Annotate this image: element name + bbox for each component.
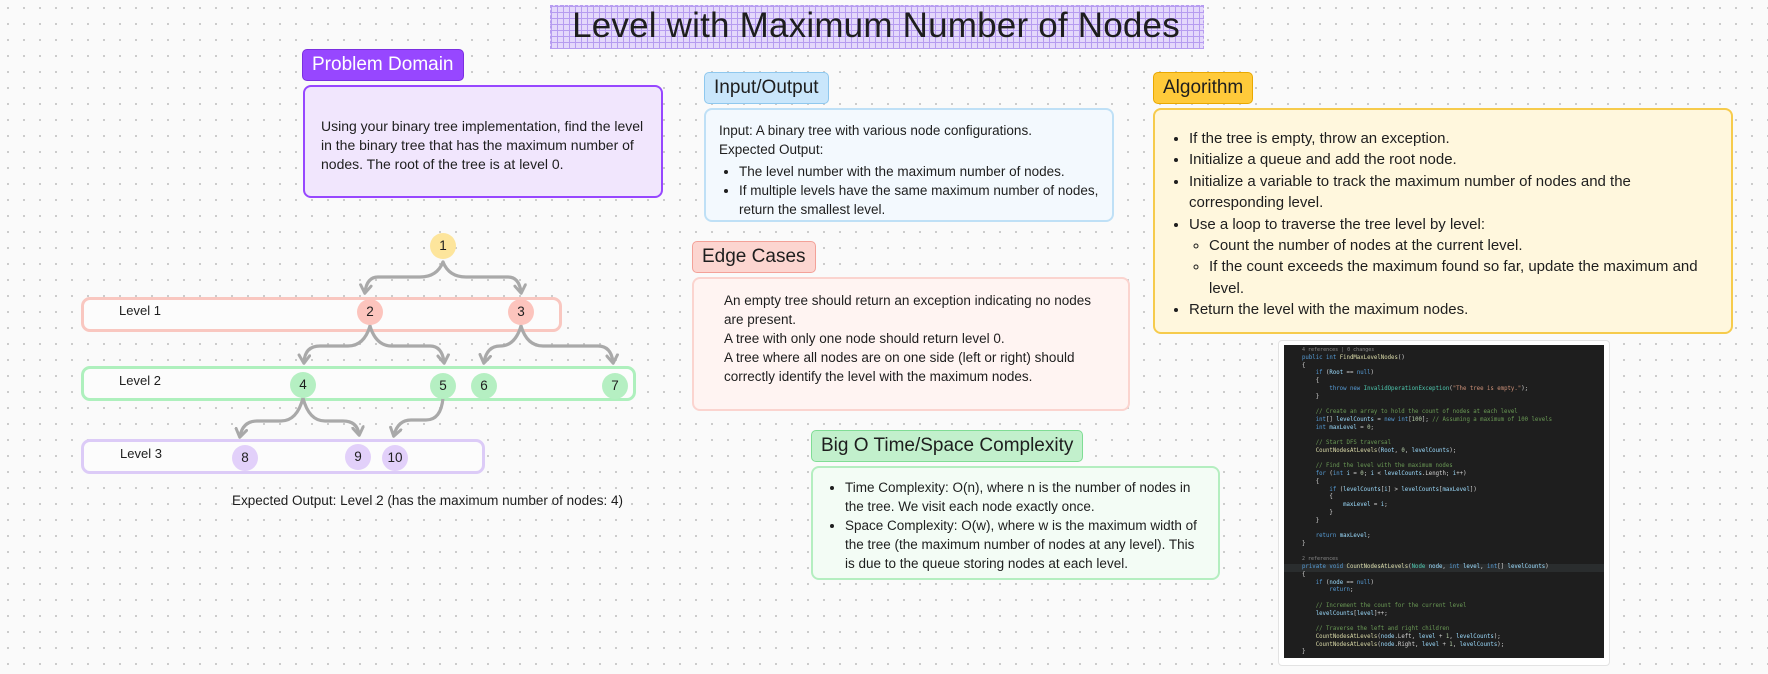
code-line: { xyxy=(1302,362,1306,369)
page-title: Level with Maximum Number of Nodes xyxy=(572,6,1180,45)
list-item: • Initialize a queue and add the root node. xyxy=(1189,149,1717,170)
algorithm-steps xyxy=(1169,128,1717,321)
code-line: maxLevel = i; xyxy=(1343,502,1388,508)
problem-domain-card[interactable] xyxy=(303,85,663,198)
code-line: // Traverse the left and right children xyxy=(1315,626,1450,632)
algorithm-substeps xyxy=(1189,235,1717,299)
code-line: return; xyxy=(1329,587,1354,594)
code-line: { xyxy=(1302,494,1333,501)
code-line xyxy=(1284,525,1604,533)
edge-case-item: A tree with only one node should return level 0. xyxy=(724,331,1005,346)
code-line: CountNodesAtLevels(node.Left, level + 1, levelCounts); xyxy=(1315,633,1501,640)
code-line: { xyxy=(1302,478,1320,485)
code-line: if (levelCounts[i] > levelCounts[maxLevel]) xyxy=(1329,486,1477,493)
edge-4-9 xyxy=(303,398,359,434)
level-2-label: Level 2 xyxy=(119,373,161,388)
code-line: // Start DFS traversal xyxy=(1315,440,1392,446)
code-screenshot xyxy=(1284,345,1604,658)
code-line: public int FindMaxLevelNodes() xyxy=(1302,354,1405,361)
code-line: // Create an array to hold the count of nodes at each level xyxy=(1315,409,1518,415)
input-text: Input: A binary tree with various node configurations. xyxy=(719,123,1032,138)
tree-node-8[interactable]: 8 xyxy=(232,445,258,471)
code-line: int[] levelCounts = new int[100]; // Assuming a maximum of 100 levels xyxy=(1315,416,1553,423)
code-line: throw new InvalidOperationException("The tree is empty."); xyxy=(1329,385,1529,392)
edge-1-3 xyxy=(443,262,521,292)
list-item: • The level number with the maximum number of nodes. xyxy=(739,162,1099,181)
code-line xyxy=(1284,401,1604,409)
code-line: if (node == null) xyxy=(1315,579,1374,586)
tree-node-7[interactable]: 7 xyxy=(602,373,628,399)
edge-4-8 xyxy=(240,398,303,436)
level-1-label: Level 1 xyxy=(119,303,161,318)
edge-case-item: A tree where all nodes are on one side (left or right) should correctly identify the level with the maximum nodes. xyxy=(724,350,1075,384)
tree-node-1[interactable]: 1 xyxy=(430,233,456,259)
tree-node-3[interactable]: 3 xyxy=(508,299,534,325)
code-line xyxy=(1284,618,1604,626)
code-line xyxy=(1284,432,1604,440)
code-line: } xyxy=(1302,540,1306,547)
code-line: CountNodesAtLevels(node.Right, level + 1, levelCounts); xyxy=(1315,641,1505,648)
list-item: • Space Complexity: O(w), where w is the maximum width of the tree (the maximum number of nodes at any level). This is due to the queue storing nodes at each level. xyxy=(845,516,1206,573)
level-3-label: Level 3 xyxy=(120,446,162,461)
code-line: { xyxy=(1302,378,1320,384)
list-item: • Return the level with the maximum nodes. xyxy=(1189,299,1717,320)
code-line: } xyxy=(1302,393,1320,400)
code-line: } xyxy=(1302,517,1320,524)
code-line: for (int i = 0; i < levelCounts.Length; i++) xyxy=(1315,471,1467,477)
code-line: } xyxy=(1302,649,1306,656)
level-2-band[interactable] xyxy=(81,366,636,401)
list-item: ◦ If the count exceeds the maximum found so far, update the maximum and level. xyxy=(1209,256,1717,299)
code-line xyxy=(1284,595,1604,603)
code-line: private void CountNodesAtLevels(Node node, int level, int[] levelCounts) xyxy=(1284,564,1604,572)
code-line: return maxLevel; xyxy=(1315,533,1371,539)
code-line: // Increment the count for the current level xyxy=(1315,602,1467,609)
code-line: } xyxy=(1302,509,1333,516)
tree-node-6[interactable]: 6 xyxy=(471,373,497,399)
tree-node-9[interactable]: 9 xyxy=(345,444,371,470)
list-item: ◦ Count the number of nodes at the current level. xyxy=(1209,235,1717,256)
complexity-list xyxy=(825,478,1206,573)
tree-node-5[interactable]: 5 xyxy=(430,373,456,399)
expected-output-caption: Expected Output: Level 2 (has the maximum number of nodes: 4) xyxy=(232,493,623,508)
problem-domain-text: Using your binary tree implementation, find the level in the binary tree that has the maximum number of nodes. The root of the tree is at level 0. xyxy=(321,118,644,172)
input-output-card[interactable] xyxy=(704,108,1114,222)
edge-cases-card[interactable] xyxy=(692,277,1130,411)
expected-output-list xyxy=(719,162,1099,219)
tree-node-4[interactable]: 4 xyxy=(290,372,316,398)
code-line: // Find the level with the maximum nodes xyxy=(1315,463,1453,470)
input-output-label[interactable]: Input/Output xyxy=(704,72,829,104)
expected-output-label: Expected Output: xyxy=(719,142,824,157)
code-line: { xyxy=(1302,571,1306,578)
algorithm-card[interactable] xyxy=(1153,108,1733,334)
problem-domain-label[interactable]: Problem Domain xyxy=(302,49,464,81)
tree-node-10[interactable]: 10 xyxy=(382,445,408,471)
big-o-card[interactable] xyxy=(811,466,1220,580)
edge-cases-label[interactable]: Edge Cases xyxy=(692,241,816,273)
list-item: • Time Complexity: O(n), where n is the number of nodes in the tree. We visit each node exactly once. xyxy=(845,478,1206,516)
edge-case-item: An empty tree should return an exception indicating no nodes are present. xyxy=(724,293,1091,327)
code-line: levelCounts[level]++; xyxy=(1315,610,1388,617)
list-item xyxy=(1189,214,1717,300)
code-line xyxy=(1284,549,1604,557)
code-line: 2 references xyxy=(1302,556,1339,563)
list-item: • If the tree is empty, throw an exception. xyxy=(1189,128,1717,149)
code-line: 4 references | 0 changes xyxy=(1302,347,1375,353)
big-o-label[interactable]: Big O Time/Space Complexity xyxy=(811,430,1083,462)
edge-1-2 xyxy=(365,262,443,292)
edge-5-10 xyxy=(394,398,443,435)
code-line: CountNodesAtLevels(Root, 0, levelCounts); xyxy=(1315,447,1457,454)
algorithm-label[interactable]: Algorithm xyxy=(1153,72,1253,104)
code-line: if (Root == null) xyxy=(1315,370,1374,377)
list-item: • Initialize a variable to track the maximum number of nodes and the corresponding level. xyxy=(1189,171,1717,214)
list-item: • If multiple levels have the same maximum number of nodes, return the smallest level. xyxy=(739,181,1099,219)
tree-node-2[interactable]: 2 xyxy=(357,299,383,325)
code-line xyxy=(1284,456,1604,464)
list-item-text: Use a loop to traverse the tree level by level: xyxy=(1189,215,1485,233)
code-line: int maxLevel = 0; xyxy=(1315,424,1374,431)
